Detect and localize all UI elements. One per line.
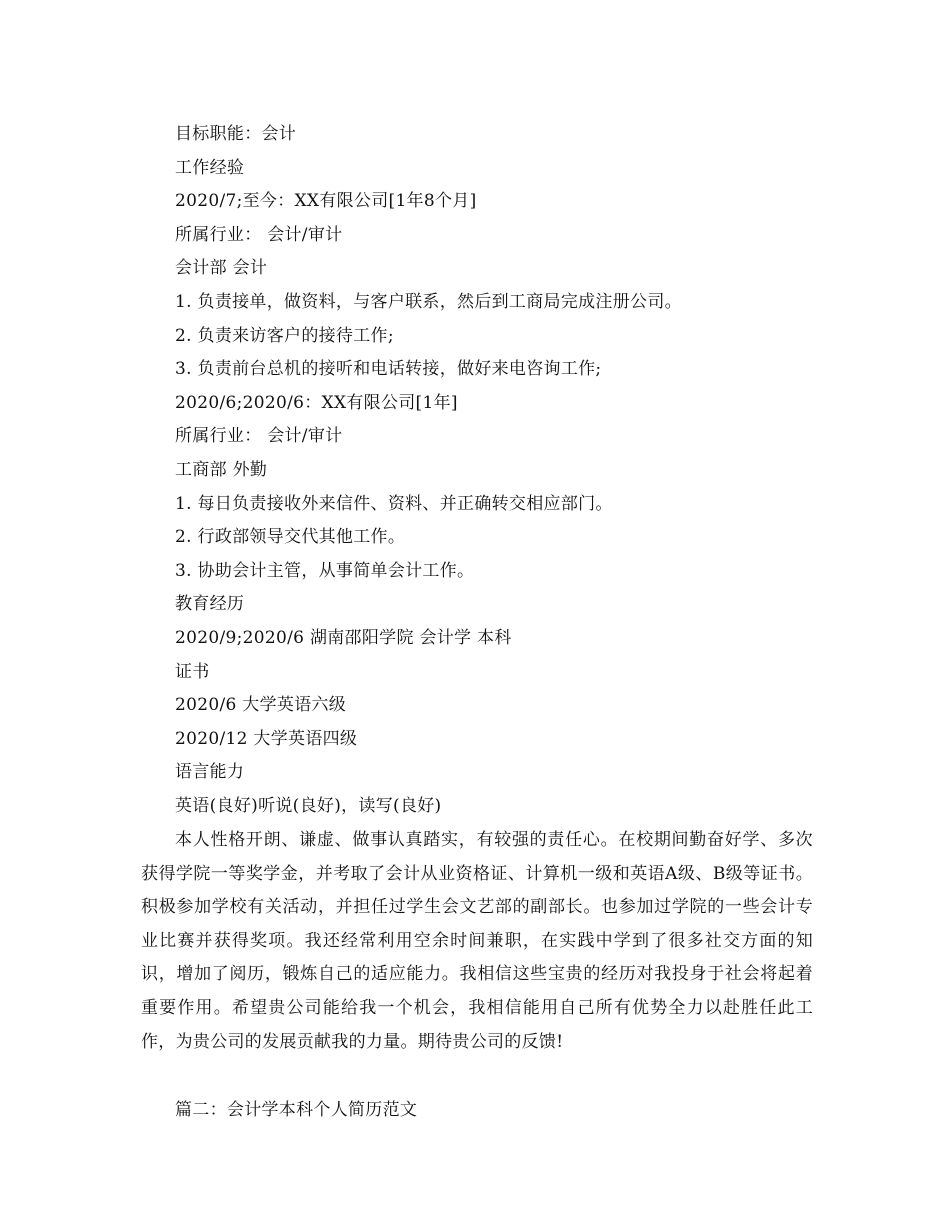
certificate-cet4: 2020/12 大学英语四级 [175,728,358,749]
education-entry: 2020/9;2020/6 湖南邵阳学院 会计学 本科 [175,627,512,648]
section-heading-education: 教育经历 [175,594,245,615]
job-1-duty-3: 3. 负责前台总机的接听和电话转接，做好来电咨询工作; [175,359,602,380]
job-1-industry: 所属行业： 会计/审计 [175,224,343,245]
job-1-duty-2: 2. 负责来访客户的接待工作; [175,325,394,346]
job-2-duty-2: 2. 行政部领导交代其他工作。 [175,527,406,548]
section-heading-language: 语言能力 [175,762,245,783]
job-2-duty-3: 3. 协助会计主管，从事简单会计工作。 [175,560,475,581]
resume-lines [175,118,815,823]
next-article-title: 篇二：会计学本科个人简历范文 [175,1100,418,1120]
job-1-duty-1: 1. 负责接单，做资料，与客户联系，然后到工商局完成注册公司。 [175,291,682,312]
language-english: 英语(良好)听说(良好)，读写(良好) [175,795,442,816]
target-position: 目标职能：会计 [175,124,297,144]
certificate-cet6: 2020/6 大学英语六级 [175,695,347,716]
job-2-period-company: 2020/6;2020/6：XX有限公司[1年] [175,392,458,413]
job-2-industry: 所属行业： 会计/审计 [175,426,343,447]
job-1-period-company: 2020/7;至今：XX有限公司[1年8个月] [175,191,477,212]
job-2-department-role: 工商部 外勤 [175,459,268,480]
job-1-department-role: 会计部 会计 [175,258,268,279]
section-heading-certificates: 证书 [175,661,210,682]
job-2-duty-1: 1. 每日负责接收外来信件、资料、并正确转交相应部门。 [175,493,613,514]
section-heading-work-experience: 工作经验 [175,157,245,178]
self-evaluation-paragraph: 本人性格开朗、谦虚、做事认真踏实，有较强的责任心。在校期间勤奋好学、多次获得学院一等奖学金，并考取了会计从业资格证、计算机一级和英语A级、B级等证书。积极参加学校有关活动，并担任过学生会文艺部的副部长。也参加过学院的一些会计专业比赛并获得奖项。我还经常利用空余时间兼职，在实践中学到了很多社交方面的知识，增加了阅历，锻炼自己的适应能力。我相信这些宝贵的经历对我投身于社会将起着重要作用。希望贵公司能给我一个机会，我相信能用自己所有优势全力以赴胜任此工作，为贵公司的发展贡献我的力量。期待贵公司的反馈! [141,830,813,1052]
